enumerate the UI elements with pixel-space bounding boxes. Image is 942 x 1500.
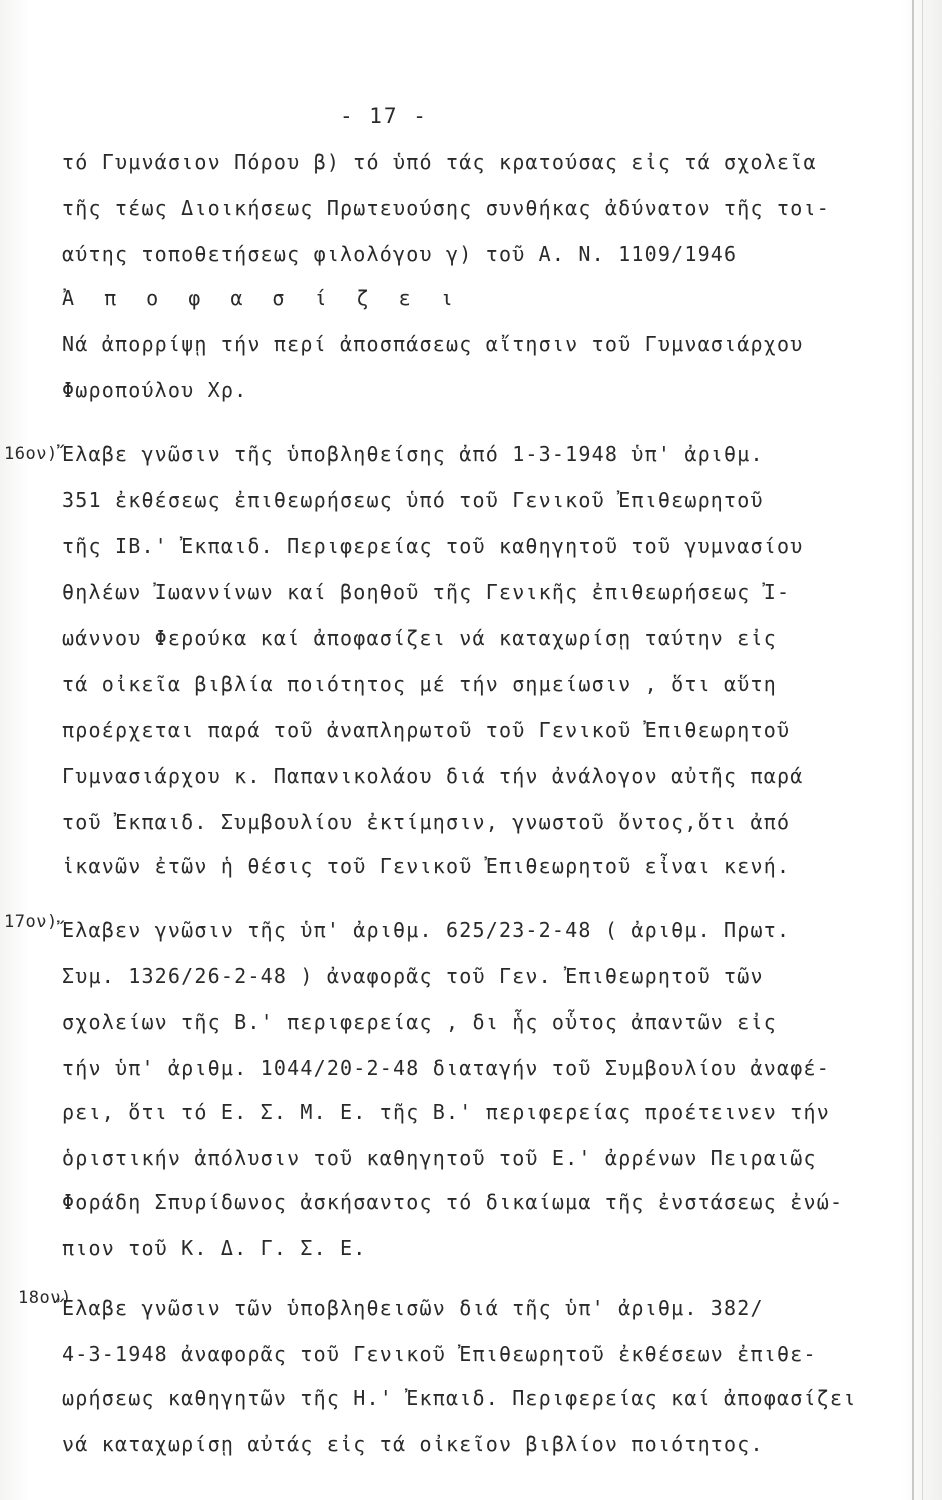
- item16-line-1: Ἔλαβε γνῶσιν τῆς ὑποβληθείσης ἀπό 1-3-1948 ὑπ' ἀριθμ.: [62, 442, 764, 466]
- item16-line-8: Γυμνασιάρχου κ. Παπανικολάου διά τήν ἀνάλογον αὐτῆς παρά: [62, 764, 804, 788]
- top-line-1: τό Γυμνάσιον Πόρου β) τό ὑπό τάς κρατούσας εἰς τά σχολεῖα: [62, 150, 817, 174]
- item16-line-5: ωάννου Φερούκα καί ἀποφασίζει νά καταχωρίσῃ ταύτην εἰς: [62, 626, 778, 650]
- item16-line-3: τῆς ΙΒ.' Ἐκπαιδ. Περιφερείας τοῦ καθηγητοῦ τοῦ γυμνασίου: [62, 534, 804, 558]
- item16-line-2: 351 ἐκθέσεως ἐπιθεωρήσεως ὑπό τοῦ Γενικοῦ Ἐπιθεωρητοῦ: [62, 488, 764, 512]
- item18-line-1: Ἔλαβε γνῶσιν τῶν ὑποβληθεισῶν διά τῆς ὑπ' ἀριθμ. 382/: [62, 1296, 764, 1320]
- item17-line-7: Φοράδη Σπυρίδωνος ἀσκήσαντος τό δικαίωμα τῆς ἐνστάσεως ἐνώ-: [62, 1190, 844, 1214]
- item16-line-6: τά οἰκεῖα βιβλία ποιότητος μέ τήν σημείωσιν , ὅτι αὕτη: [62, 672, 778, 696]
- item17-line-8: πιον τοῦ Κ. Δ. Γ. Σ. Ε.: [62, 1236, 367, 1260]
- item-number-16: 16ον): [4, 444, 58, 464]
- page-edge-shadow: [912, 0, 914, 1500]
- top-line-5: Νά ἀπορρίψῃ τήν περί ἀποσπάσεως αἴτησιν τοῦ Γυμνασιάρχου: [62, 332, 804, 356]
- top-line-3: αύτης τοποθετήσεως φιλολόγου γ) τοῦ Α. Ν. 1109/1946: [62, 242, 738, 266]
- page-edge-line: [922, 0, 923, 1500]
- item17-line-5: ρει, ὅτι τό Ε. Σ. Μ. Ε. τῆς Β.' περιφερείας προέτεινεν τήν: [62, 1100, 830, 1124]
- item18-line-3: ωρήσεως καθηγητῶν τῆς Η.' Ἐκπαιδ. Περιφερείας καί ἀποφασίζει: [62, 1386, 857, 1410]
- top-line-6: Φωροπούλου Χρ.: [62, 378, 248, 402]
- item16-line-10: ἱκανῶν ἐτῶν ἡ θέσις τοῦ Γενικοῦ Ἐπιθεωρητοῦ εἶναι κενή.: [62, 854, 791, 878]
- item16-line-4: θηλέων Ἰωαννίνων καί βοηθοῦ τῆς Γενικῆς ἐπιθεωρήσεως Ἰ-: [62, 580, 791, 604]
- item17-line-3: σχολείων τῆς Β.' περιφερείας , δι ἧς οὗτος ἀπαντῶν εἰς: [62, 1010, 778, 1034]
- decision-heading: Ἀ π ο φ α σ ί ζ ε ι: [62, 286, 462, 310]
- item18-line-4: νά καταχωρίσῃ αὐτάς εἰς τά οἰκεῖον βιβλίον ποιότητος.: [62, 1432, 764, 1456]
- item16-line-7: προέρχεται παρά τοῦ ἀναπληρωτοῦ τοῦ Γενικοῦ Ἐπιθεωρητοῦ: [62, 718, 791, 742]
- item-number-18: 18ον): [18, 1288, 72, 1308]
- item17-line-1: Ἔλαβεν γνῶσιν τῆς ὑπ' ἀριθμ. 625/23-2-48 ( ἀριθμ. Πρωτ.: [62, 918, 791, 942]
- item16-line-9: τοῦ Ἐκπαιδ. Συμβουλίου ἐκτίμησιν, γνωστοῦ ὄντος,ὅτι ἀπό: [62, 810, 791, 834]
- item17-line-2: Συμ. 1326/26-2-48 ) ἀναφορᾶς τοῦ Γεν. Ἐπιθεωρητοῦ τῶν: [62, 964, 764, 988]
- item17-line-4: τήν ὑπ' ἀριθμ. 1044/20-2-48 διαταγήν τοῦ Συμβουλίου ἀναφέ-: [62, 1056, 830, 1080]
- top-line-2: τῆς τέως Διοικήσεως Πρωτευούσης συνθήκας ἀδύνατον τῆς τοι-: [62, 196, 830, 220]
- item-number-17: 17ον): [4, 912, 58, 932]
- page-number: - 17 -: [340, 104, 428, 128]
- item17-line-6: ὁριστικήν ἀπόλυσιν τοῦ καθηγητοῦ τοῦ Ε.' ἀρρένων Πειραιῶς: [62, 1146, 817, 1170]
- item18-line-2: 4-3-1948 ἀναφορᾶς τοῦ Γενικοῦ Ἐπιθεωρητοῦ ἐκθέσεων ἐπιθε-: [62, 1342, 817, 1366]
